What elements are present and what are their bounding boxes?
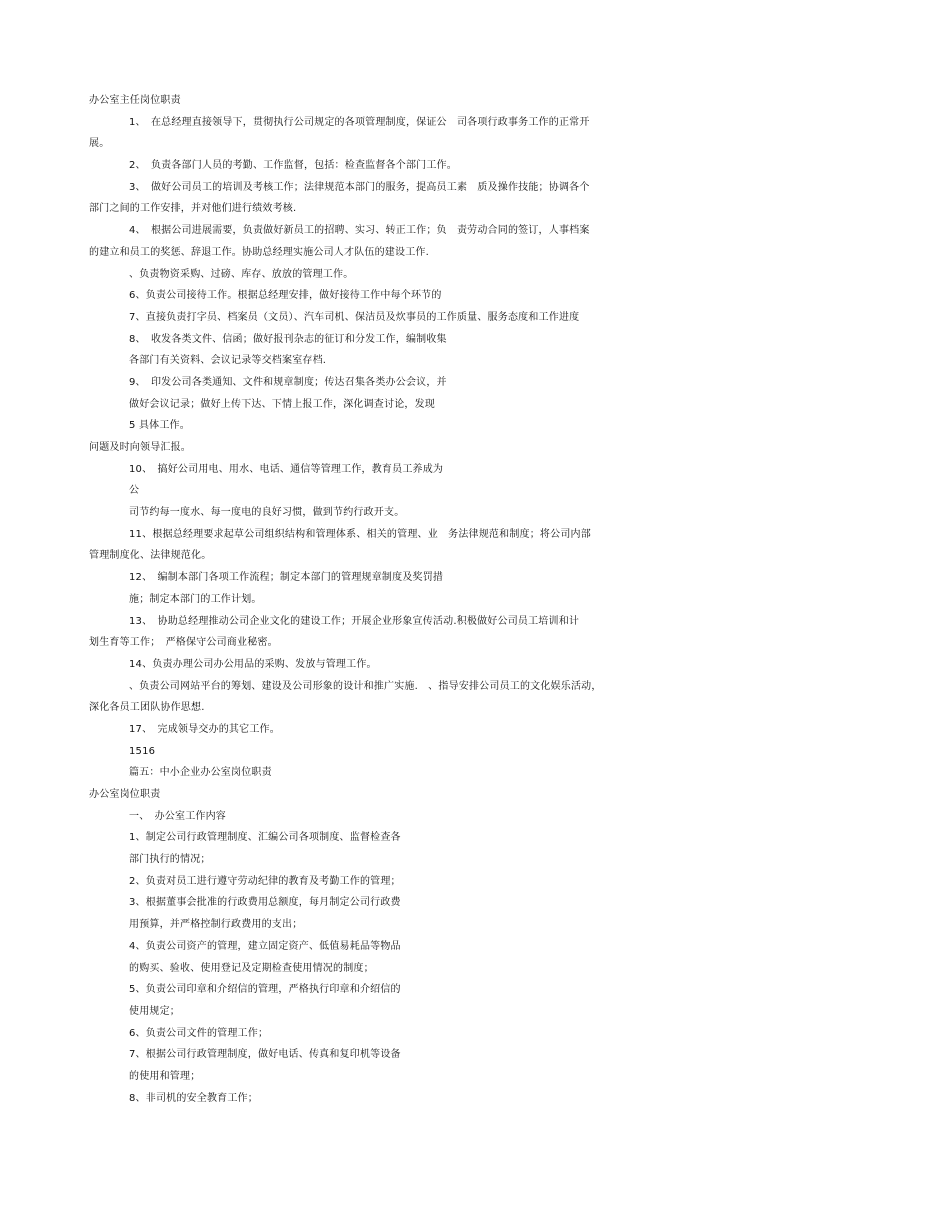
text-line: 办公室主任岗位职责 [89,95,181,106]
text-line: 12、 编制本部门各项工作流程；制定本部门的管理规章制度及奖罚措 [129,572,444,584]
text-line: 用预算，并严格控制行政费用的支出； [129,919,303,931]
text-line: 1、 在总经理直接领导下，贯彻执行公司规定的各项管理制度，保证公 司各项行政事务工作的正常开 [129,116,590,128]
text-line: 2、负责对员工进行遵守劳动纪律的教育及考勤工作的管理； [129,875,401,887]
text-line: 3、 做好公司员工的培训及考核工作；法律规范本部门的服务，提高员工素 质及操作技能；协调各个 [129,181,590,193]
text-line: 1516 [129,745,156,757]
text-line: 的建立和员工的奖惩、辞退工作。协助总经理实施公司人才队伍的建设工作. [89,246,429,258]
text-line: 17、 完成领导交办的其它工作。 [129,723,280,735]
text-line: 、负责物资采购、过磅、库存、放放的管理工作。 [129,268,354,280]
text-line: 部门之间的工作安排，并对他们进行绩效考核. [89,203,297,215]
text-line: 篇五：中小企业办公室岗位职责 [129,767,272,779]
text-line: 7、直接负责打字员、档案员（文员）、汽车司机、保洁员及炊事员的工作质量、服务态度和工作进度 [129,311,580,323]
text-line: 管理制度化、法律规范化。 [89,550,212,562]
text-line: 的购买、验收、使用登记及定期检查使用情况的制度； [129,962,374,974]
text-line: 司节约每一度水、每一度电的良好习惯，做到节约行政开支。 [129,507,405,519]
text-line: 1、制定公司行政管理制度、汇编公司各项制度、监督检查各 [129,832,401,844]
text-line: 一、 办公室工作内容 [129,810,226,822]
text-line: 8、 收发各类文件、信函；做好报刊杂志的征订和分发工作，编制收集 [129,333,447,345]
text-line: 施；制定本部门的工作计划。 [129,593,262,605]
text-line: 6、负责公司文件的管理工作； [129,1027,269,1039]
text-line: 14、负责办理公司办公用品的采购、发放与管理工作。 [129,658,377,670]
text-line: 10、 搞好公司用电、用水、电话、通信等管理工作，教育员工养成为 [129,463,444,475]
text-line: 6、负责公司接待工作。根据总经理安排，做好接待工作中每个环节的 [129,290,442,302]
text-line: 13、 协助总经理推动公司企业文化的建设工作；开展企业形象宣传活动.积极做好公司员工培训和计 [129,615,580,627]
text-line: 问题及时向领导汇报。 [89,442,191,453]
document-body [0,90,950,1109]
text-line: 3、根据董事会批准的行政费用总额度，每月制定公司行政费 [129,897,401,909]
text-line: 9、 印发公司各类通知、文件和规章制度；传达召集各类办公会议，并 [129,376,447,388]
text-line: 2、 负责各部门人员的考勤、工作监督，包括：检查监督各个部门工作。 [129,160,457,172]
text-line: 公 [129,485,140,497]
text-line: 展。 [89,138,110,150]
text-line: 7、根据公司行政管理制度，做好电话、传真和复印机等设备 [129,1049,401,1061]
text-line: 深化各员工团队协作思想. [89,702,205,714]
text-line: 办公室岗位职责 [89,789,161,800]
text-line: 8、非司机的安全教育工作； [129,1092,258,1104]
text-line: 各部门有关资料、会议记录等交档案室存档. [129,355,327,367]
text-line: 11、根据总经理要求起草公司组织结构和管理体系、相关的管理、业 务法律规范和制度；将公司内部 [129,528,591,540]
text-line: 4、 根据公司进展需要，负责做好新员工的招聘、实习、转正工作；负 责劳动合同的签订，人事档案 [129,225,590,237]
text-line: 部门执行的情况； [129,854,211,866]
text-line: 的使用和管理； [129,1070,201,1082]
text-line: 划生育等工作； 严格保守公司商业秘密。 [89,637,278,649]
text-line: 4、负责公司资产的管理，建立固定资产、低值易耗品等物品 [129,940,401,952]
text-line: 5 具体工作。 [129,420,190,432]
text-line: 使用规定； [129,1005,180,1017]
text-line: 5、负责公司印章和介绍信的管理，严格执行印章和介绍信的 [129,984,401,996]
text-line: 、负责公司网站平台的筹划、建设及公司形象的设计和推广实施. 、指导安排公司员工的文化娱乐活动， [129,680,602,692]
text-line: 做好会议记录；做好上传下达、下情上报工作，深化调查讨论，发现 [129,398,435,410]
